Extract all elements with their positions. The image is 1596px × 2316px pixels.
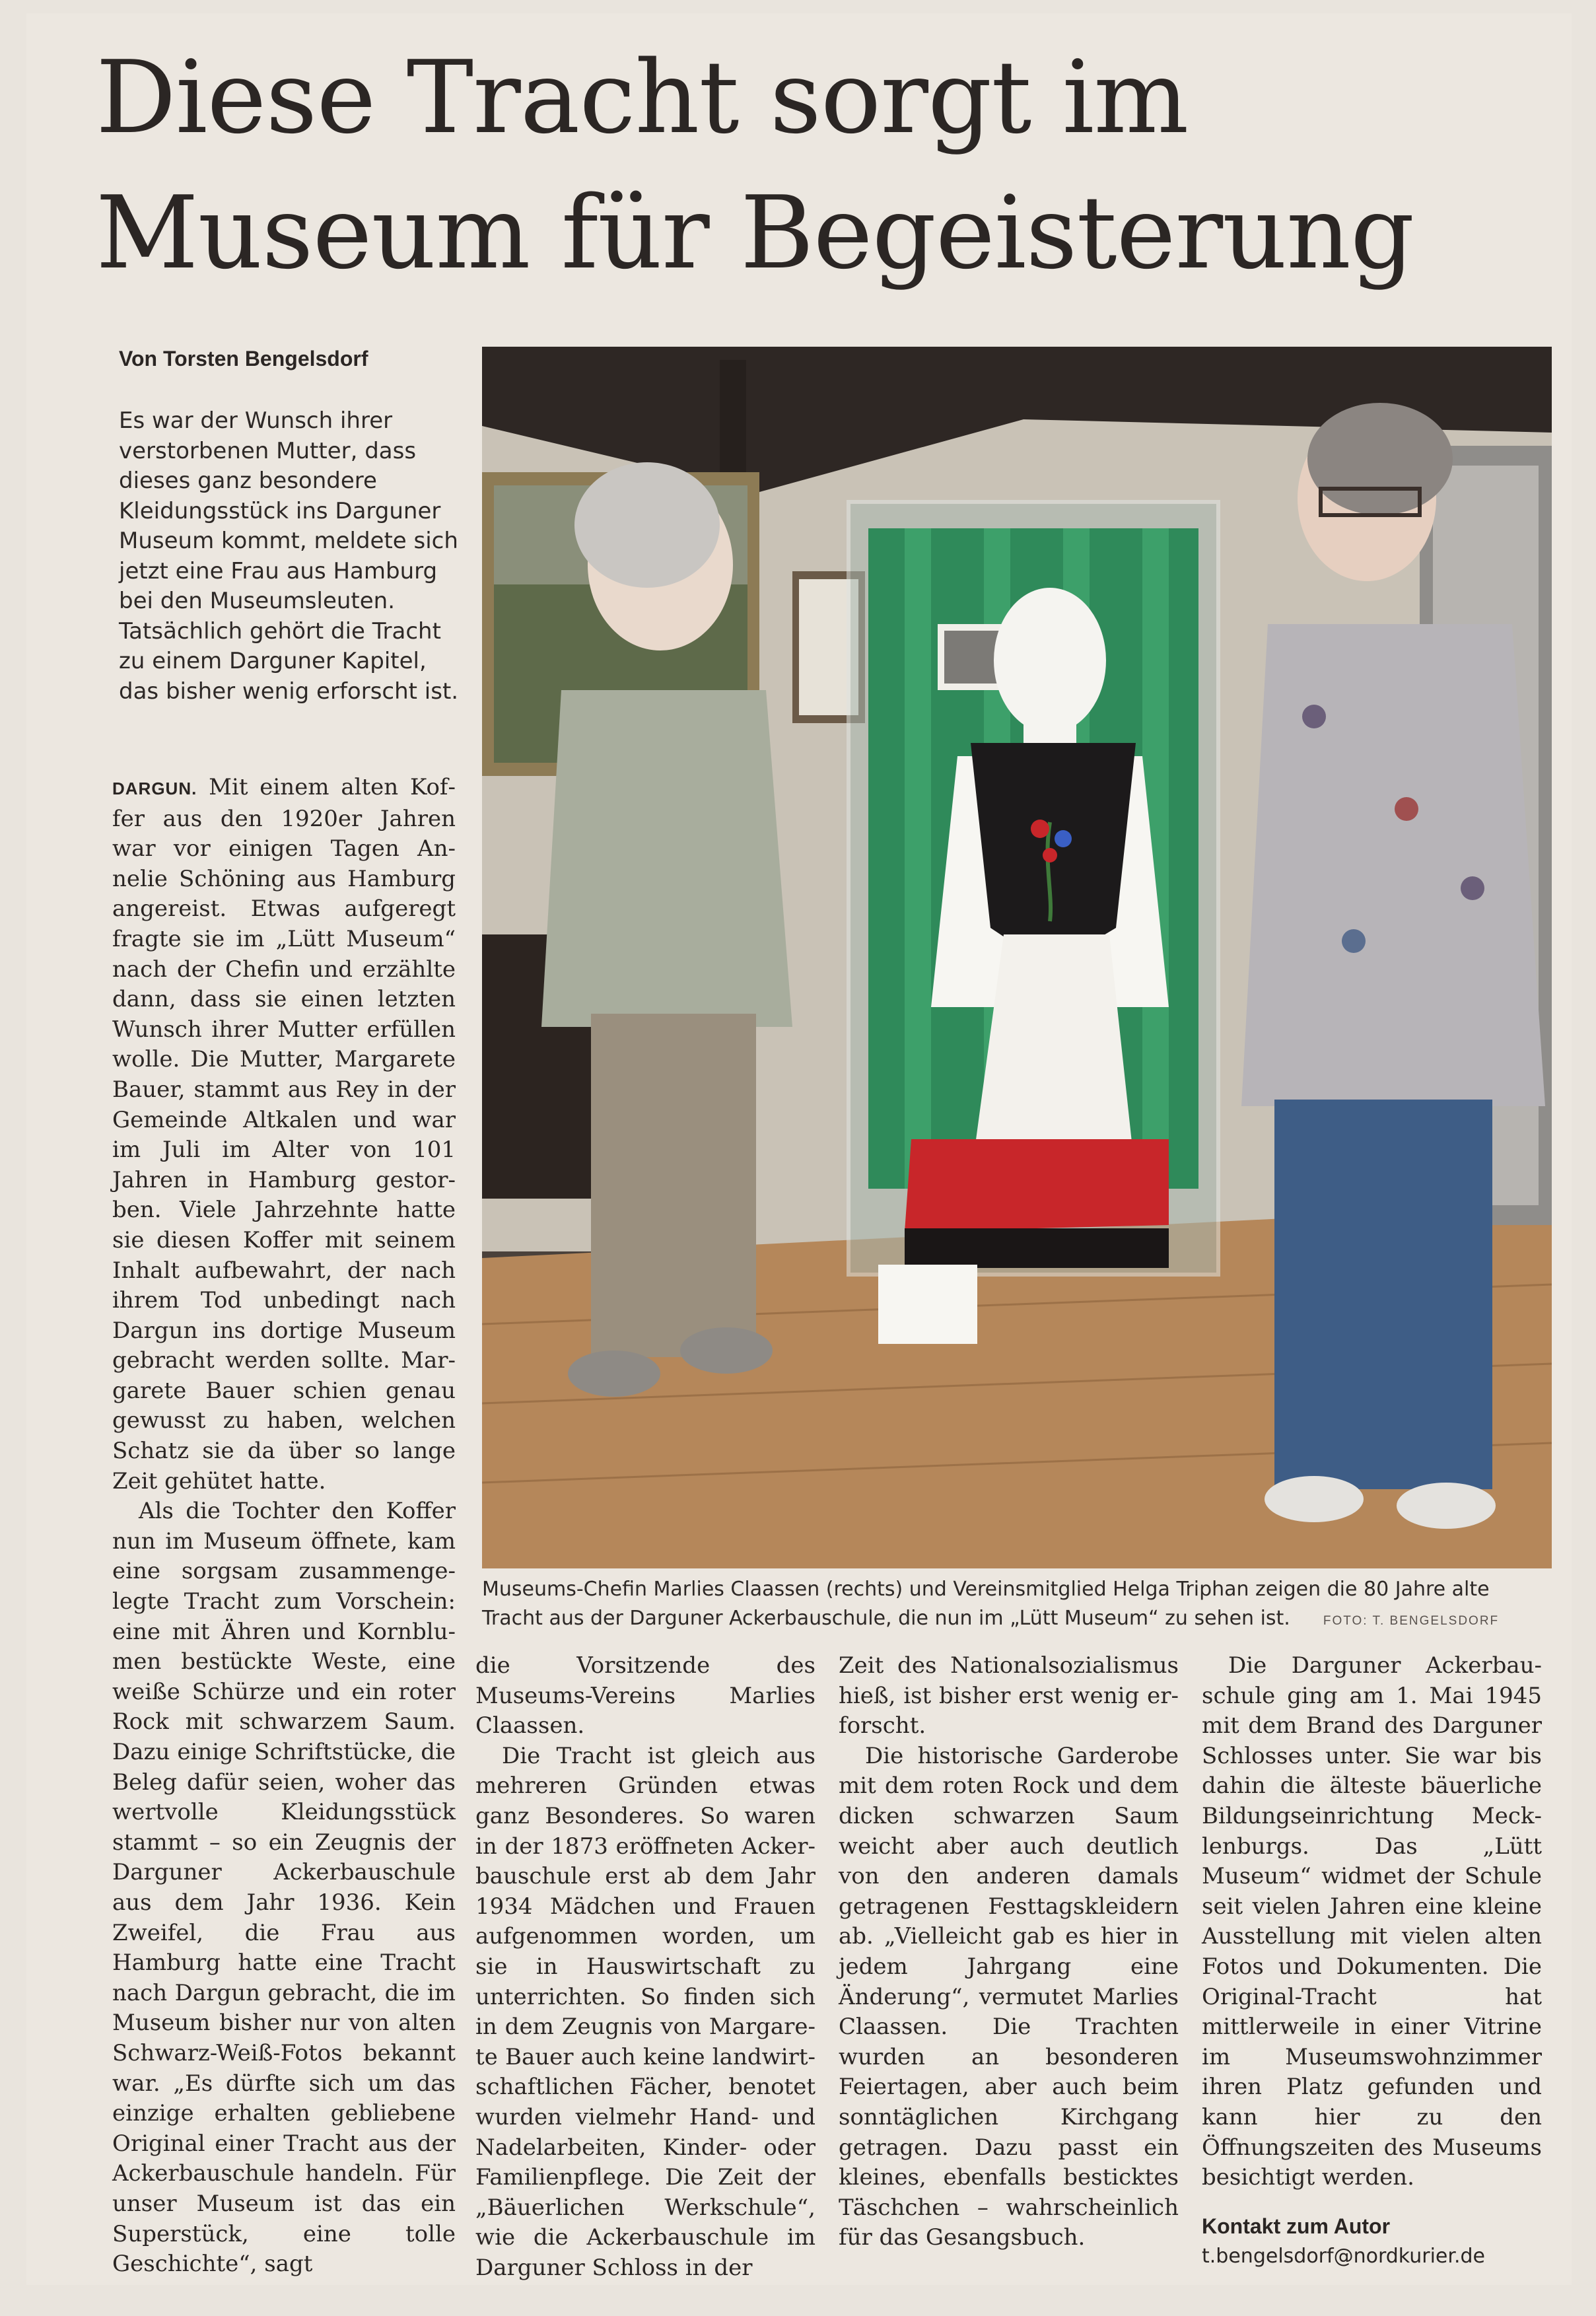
article-column-1	[112, 773, 456, 2280]
headline	[96, 30, 1575, 300]
article-column-3	[839, 1651, 1179, 2253]
contact-label: Kontakt zum Autor	[1202, 2214, 1391, 2238]
paragraph: Die historische Garderobe mit dem roten Rock und dem dicken schwarzen Saum weicht aber auch deutlich von den anderen damals getragenen Festtagskleidern ab. „Vielleicht gab es hier in jedem Jahrgang eine Änderung“, vermutet Marlies Claassen. Die Trachten wurden an besonderen Feiertagen, aber auch beim sonntäglichen Kirchgang getragen. Dazu passt ein kleines, ebenfalls besticktes Täschchen – wahrscheinlich für das Gesangsbuch.	[839, 1742, 1179, 2251]
lead-paragraph: Es war der Wunsch ihrer verstorbenen Mutter, dass dieses ganz besondere Kleidungsstück ins Darguner Museum kommt, meldete sich jetzt eine Frau aus Hamburg bei den Museumsleuten. Tatsächlich gehört die Tracht zu einem Darguner Kapitel, das bisher wenig erforscht ist.	[119, 407, 459, 705]
paragraph: Zeit des Nationalsozialismus hieß, ist bisher erst wenig erforscht.	[839, 1652, 1179, 1739]
dateline: DARGUN.	[112, 779, 197, 798]
photo-illustration	[482, 347, 1552, 1568]
paragraph: die Vorsitzende des Museums-Vereins Marlies Claassen.	[475, 1652, 815, 1739]
paragraph-text: Mit einem alten Koffer aus den 1920er Jahren war vor einigen Tagen Annelie Schöning aus Hamburg angereist. Etwas aufgeregt fragte sie im „Lütt Museum“ nach der Chefin und erzählte dann, dass sie einen letzten Wunsch ihrer Mutter erfüllen wolle. Die Mutter, Margarete Bauer, stammt aus Rey in der Gemeinde Altkalen und war im Juli im Alter von 101 Jahren in Hamburg gestorben. Viele Jahrzehnte hatte sie diesen Koffer mit seinem Inhalt aufbewahrt, der nach ihrem Tod unbedingt nach Dargun ins dortige Museum gebracht werden sollte. Margarete Bauer schien genau gewusst zu haben, welchen Schatz sie da über so lange Zeit gehütet hatte.	[112, 774, 456, 1494]
photo-credit: FOTO: T. BENGELSDORF	[1323, 1614, 1500, 1628]
headline-line-2: Museum für Begeisterung	[96, 174, 1414, 291]
headline-line-1: Diese Tracht sorgt im	[96, 39, 1189, 156]
paragraph	[112, 773, 456, 1496]
author-email-link[interactable]: t.bengelsdorf@nordkurier.de	[1202, 2245, 1485, 2268]
caption-text: Museums-Chefin Marlies Claassen (rechts) und Vereinsmitglied Helga Triphan zeigen die 80 Jahre alte Tracht aus der Darguner Ackerbauschule, die nun im „Lütt Museum“ zu sehen ist.	[482, 1578, 1490, 1630]
article-column-2	[475, 1651, 815, 2283]
article-column-4	[1202, 1651, 1542, 2272]
paragraph: Als die Tochter den Koffer nun im Museum öffnete, kam eine sorgsam zusammengelegte Tracht zum Vorschein: eine mit Ähren und Kornblumen bestückte Weste, eine weiße Schürze und ein roter Rock mit schwarzem Saum. Dazu einige Schriftstücke, die Beleg dafür seien, woher das wertvolle Kleidungsstück stammt – so ein Zeugnis der Darguner Ackerbauschule aus dem Jahr 1936. Kein Zweifel, die Frau aus Hamburg hatte eine Tracht nach Dargun gebracht, die im Museum bisher nur von alten Schwarz-Weiß-Fotos bekannt war. „Es dürfte sich um das einzige erhalten gebliebene Original einer Tracht aus der Ackerbauschule handeln. Für unser Museum ist das ein Superstück, eine tolle Geschichte“, sagt	[112, 1498, 456, 2278]
photo-caption	[482, 1575, 1552, 1636]
article-photo	[482, 347, 1552, 1568]
paragraph: Die Darguner Ackerbauschule ging am 1. Mai 1945 mit dem Brand des Darguner Schlosses unter. Sie war bis dahin die älteste bäuerliche Bildungseinrichtung Mecklenburgs. Das „Lütt Museum“ widmet der Schule seit vielen Jahren eine kleine Ausstellung mit vielen alten Fotos und Dokumenten. Die Original-Tracht hat mittlerweile in einer Vitrine im Museumswohnzimmer ihren Platz gefunden und kann hier zu den Öffnungszeiten des Museums besichtigt werden.	[1202, 1652, 1542, 2191]
byline: Von Torsten Bengelsdorf	[119, 347, 368, 370]
paragraph: Die Tracht ist gleich aus mehreren Gründen etwas ganz Besonderes. So waren in der 1873 eröffneten Ackerbauschule erst ab dem Jahr 1934 Mädchen und Frauen aufgenommen worden, um sie in Hauswirtschaft zu unterrichten. So finden sich in dem Zeugnis von Margarete Bauer auch keine landwirtschaftlichen Fächer, benotet wurden vielmehr Hand- und Nadelarbeiten, Kinder- oder Familienpflege. Die Zeit der „Bäuerlichen Werkschule“, wie die Ackerbauschule im Darguner Schloss in der	[475, 1742, 815, 2281]
